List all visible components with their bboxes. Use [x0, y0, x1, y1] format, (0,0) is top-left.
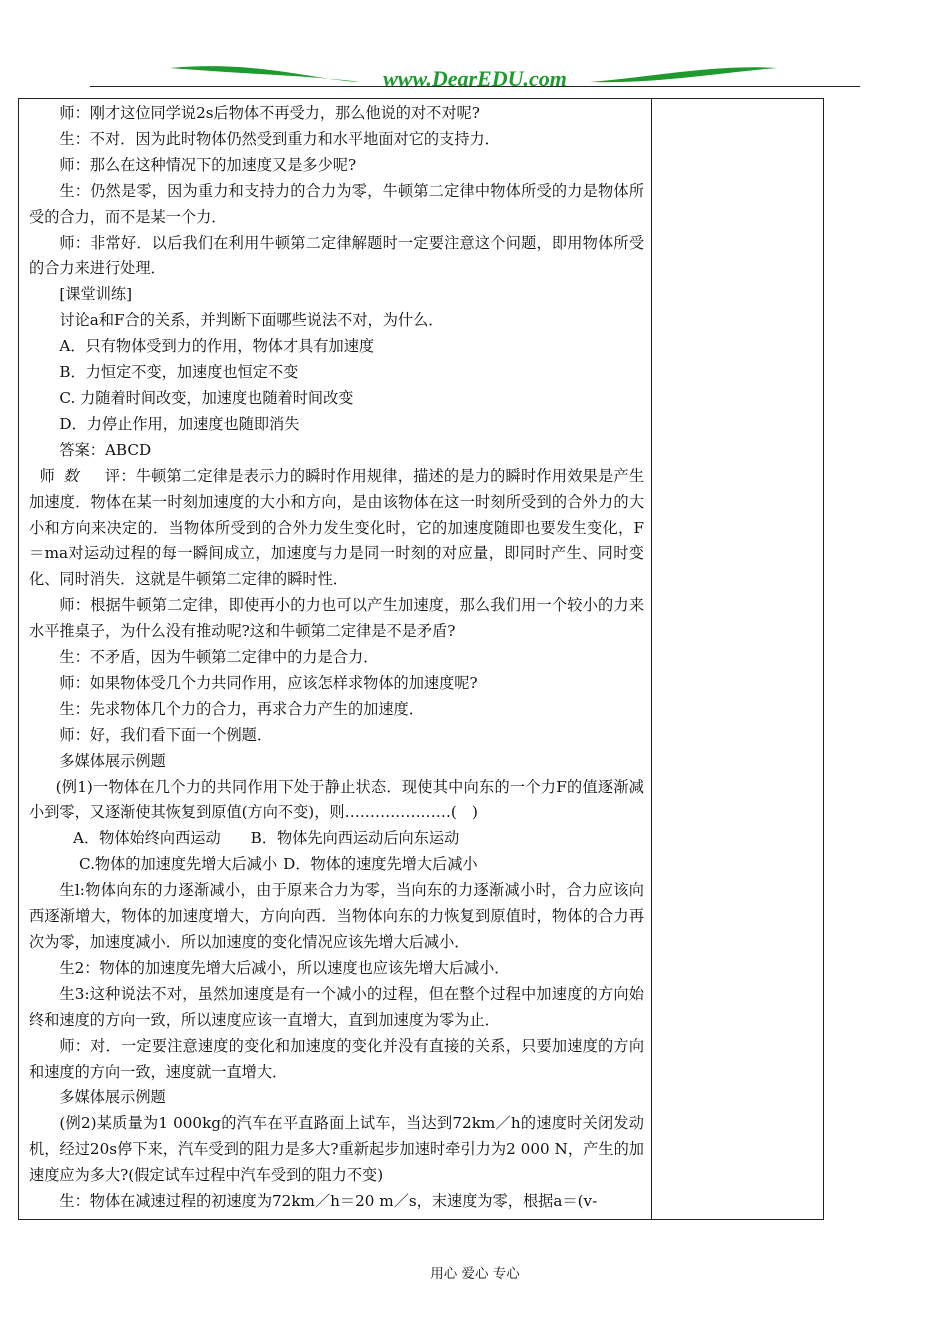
- exercise-option: D．力停止作用，加速度也随即消失: [59, 414, 300, 433]
- dialogue-line: 生：不对．因为此时物体仍然受到重力和水平地面对它的支持力．: [59, 129, 500, 148]
- dialogue-line: 师：根据牛顿第二定律，即使再小的力也可以产生加速度，那么我们用一个较小的力来水平推桌子，为什么没有推动呢?这和牛顿第二定律是不是矛盾?: [29, 596, 644, 641]
- dialogue-line: 师：非常好．以后我们在利用牛顿第二定律解题时一定要注意这个问题，即用物体所受的合力来进行处理．: [29, 233, 644, 278]
- dialogue-line: 生：先求物体几个力的合力，再求合力产生的加速度．: [59, 699, 424, 718]
- comment-body: 评：牛顿第二定律是表示力的瞬时作用规律，描述的是力的瞬时作用效果是产生加速度．物体在某一时刻加速度的大小和方向，是由该物体在这一时刻所受到的合外力的大小和方向来决定的．当物体所受到的合外力发生变化时，它的加速度随即也要发生变化，F＝ma对运动过程的每一瞬间成立，加速度与力是同一时刻的对应量，即同时产生、同时变化、同时消失．这就是牛顿第二定律的瞬时性．: [29, 466, 645, 589]
- dialogue-line: 师：对．一定要注意速度的变化和加速度的变化并没有直接的关系，只要加速度的方向和速度的方向一致，速度就一直增大．: [29, 1036, 644, 1081]
- logo-text: www.DearEDU.com: [383, 66, 567, 91]
- dialogue-line: 师：好，我们看下面一个例题．: [59, 725, 273, 744]
- exercise-option: C. 力随着时间改变，加速度也随着时间改变: [59, 388, 354, 407]
- header-rule: [90, 86, 860, 87]
- dialogue-line: 师：那么在这种情况下的加速度又是多少呢?: [59, 155, 357, 174]
- exercise-option: A．只有物体受到力的作用，物体才具有加速度: [59, 337, 375, 356]
- example-option-a: A．物体始终向西运动: [73, 829, 221, 848]
- logo-swoosh-left: [170, 66, 360, 82]
- header-logo: [165, 56, 785, 96]
- comment-speaker: 师: [39, 466, 56, 485]
- example-option-d: D．物体的速度先增大后减小: [283, 855, 478, 874]
- dialogue-line: 生3:这种说法不对，虽然加速度是有一个减小的过程，但在整个过程中加速度的方向始终和速度的方向一致，所以速度应该一直增大，直到加速度为零为止．: [29, 984, 644, 1029]
- teacher-comment: [29, 464, 644, 594]
- logo-swoosh-right: [590, 67, 777, 82]
- section-heading: [课堂训练]: [59, 285, 132, 304]
- example-question: (例1)一物体在几个力的共同作用下处于静止状态．现使其中向东的一个力F的值逐渐减小到零，又逐渐使其恢复到原值(方向不变)，则…………………( ): [29, 777, 644, 822]
- dialogue-line: 师：如果物体受几个力共同作用，应该怎样求物体的加速度呢?: [59, 673, 478, 692]
- dialogue-line: 生：仍然是零，因为重力和支持力的合力为零，牛顿第二定律中物体所受的力是物体所受的合力，而不是某一个力．: [29, 181, 644, 226]
- example-question: (例2)某质量为1 000kg的汽车在平直路面上试车，当达到72km／h的速度时关闭发动机，经过20s停下来，汽车受到的阻力是多大?重新起步加速时牵引力为2 000 N，产生的加速度应为多大?(假定试车过程中汽车受到的阻力不变): [29, 1114, 644, 1185]
- exercise-option: B．力恒定不变，加速度也恒定不变: [59, 363, 299, 382]
- exercise-answer: 答案：ABCD: [59, 440, 152, 459]
- example-options-row: [29, 852, 644, 878]
- section-heading: 多媒体展示例题: [59, 1088, 166, 1107]
- example-option-b: B．物体先向西运动后向东运动: [250, 829, 460, 848]
- section-heading: 多媒体展示例题: [59, 751, 166, 770]
- dialogue-line: 生：不矛盾，因为牛顿第二定律中的力是合力．: [59, 648, 379, 667]
- lesson-content-cell: [19, 99, 650, 1219]
- table-column-divider: [651, 99, 652, 1219]
- dialogue-line: 生2：物体的加速度先增大后减小，所以速度也应该先增大后减小．: [59, 958, 510, 977]
- example-options-row: [29, 826, 644, 852]
- dialogue-line: 生：物体在减速过程的初速度为72km／h＝20 m／s，末速度为零，根据a＝(v-: [59, 1192, 598, 1211]
- exercise-prompt: 讨论a和F合的关系，并判断下面哪些说法不对，为什么．: [59, 311, 444, 330]
- example-option-c: C.物体的加速度先增大后减小: [79, 855, 278, 874]
- comment-marker: 数: [63, 466, 79, 485]
- lesson-table: [18, 98, 824, 1220]
- page-footer: 用心 爱心 专心: [430, 1266, 520, 1282]
- dialogue-line: 师：刚才这位同学说2s后物体不再受力，那么他说的对不对呢?: [59, 104, 480, 122]
- dialogue-line: 生l:物体向东的力逐渐减小，由于原来合力为零，当向东的力逐渐减小时，合力应该向西逐渐增大，物体的加速度增大，方向向西．当物体向东的力恢复到原值时，物体的合力再次为零，加速度减小．所以加速度的变化情况应该先增大后减小．: [29, 881, 644, 951]
